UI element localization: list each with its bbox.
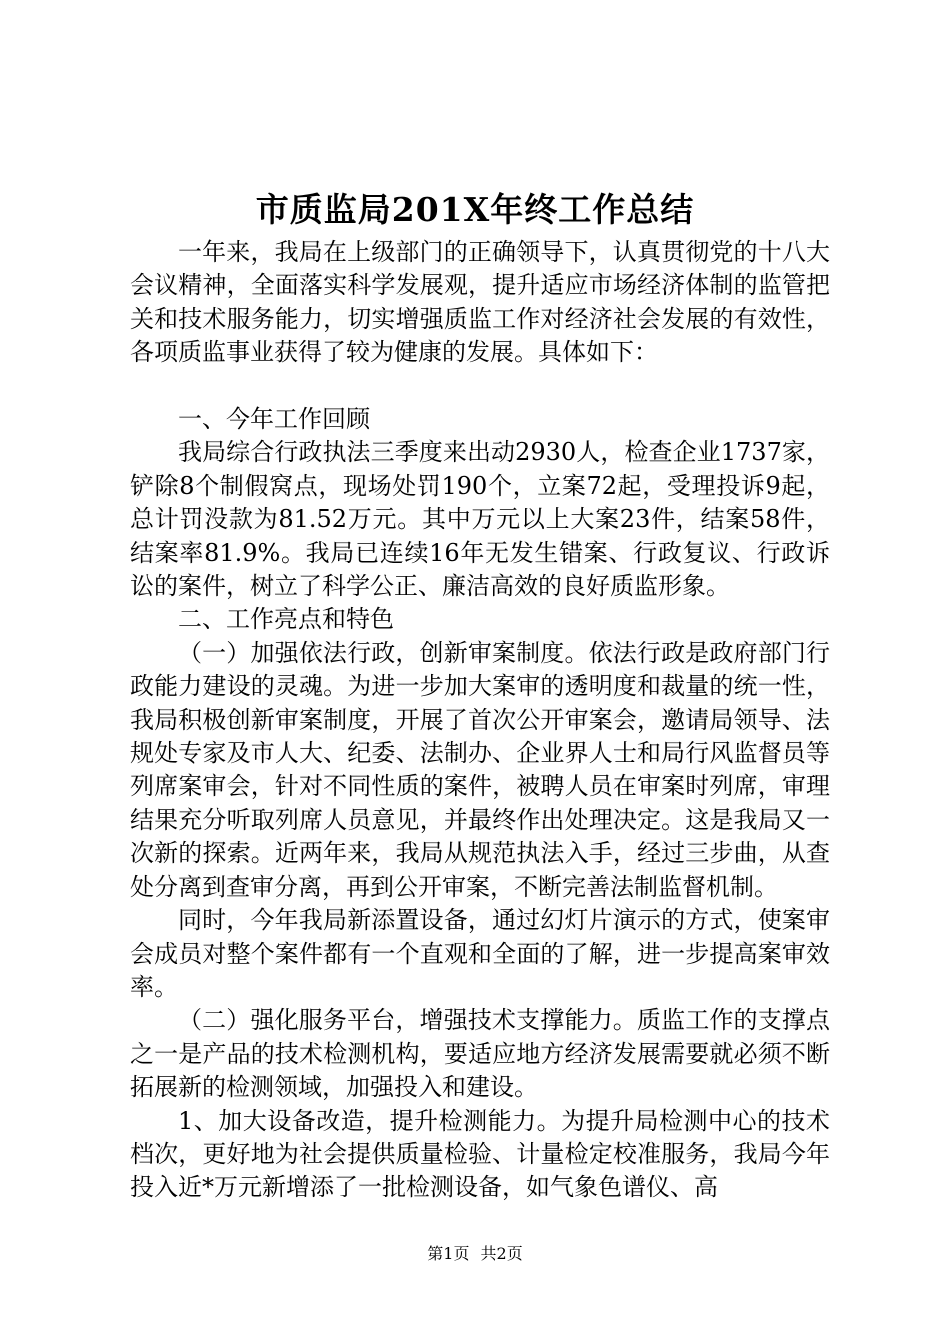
intro-paragraph: 一年来，我局在上级部门的正确领导下，认真贯彻党的十八大会议精神，全面落实科学发展观，提升适应市场经济体制的监管把关和技术服务能力，切实增强质监工作对经济社会发展的有效性，各项质监事业获得了较为健康的发展。具体如下： (130, 238, 830, 367)
paragraph-spacer (130, 370, 830, 403)
page-number-current: 第1页 (427, 1244, 470, 1263)
section-heading-review: 一、今年工作回顾 (178, 405, 370, 434)
page-number-total: 共2页 (480, 1244, 523, 1263)
page-footer (0, 1244, 950, 1264)
document-title: 市质监局201X年终工作总结 (255, 190, 695, 229)
review-paragraph: 我局综合行政执法三季度来出动2930人，检查企业1737家，铲除8个制假窝点，现场处罚190个，立案72起，受理投诉9起，总计罚没款为81.52万元。其中万元以上大案23件，结案58件，结案率81.9%。我局已连续16年无发生错案、行政复议、行政诉讼的案件，树立了科学公正、廉洁高效的良好质监形象。 (130, 438, 830, 601)
document-body (130, 236, 830, 1205)
highlight-item-2-sub-1: 1、加大设备改造，提升检测能力。为提升局检测中心的技术档次，更好地为社会提供质量检验、计量检定校准服务，我局今年投入近*万元新增添了一批检测设备，如气象色谱仪、高 (130, 1106, 830, 1202)
highlight-item-2: （二）强化服务平台，增强技术支撑能力。质监工作的支撑点之一是产品的技术检测机构，要适应地方经济发展需要就必须不断拓展新的检测领域，加强投入和建设。 (130, 1006, 830, 1102)
highlight-item-1: （一）加强依法行政，创新审案制度。依法行政是政府部门行政能力建设的灵魂。为进一步加大案审的透明度和裁量的统一性，我局积极创新审案制度，开展了首次公开审案会，邀请局领导、法规处专家及市人大、纪委、法制办、企业界人士和局行风监督员等列席案审会，针对不同性质的案件，被聘人员在审案时列席，审理结果充分听取列席人员意见，并最终作出处理决定。这是我局又一次新的探索。近两年来，我局从规范执法入手，经过三步曲，从查处分离到查审分离，再到公开审案，不断完善法制监督机制。 (130, 638, 830, 901)
highlight-item-1-extra: 同时，今年我局新添置设备，通过幻灯片演示的方式，使案审会成员对整个案件都有一个直观和全面的了解，进一步提高案审效率。 (130, 906, 830, 1001)
section-heading-highlights: 二、工作亮点和特色 (178, 605, 394, 634)
